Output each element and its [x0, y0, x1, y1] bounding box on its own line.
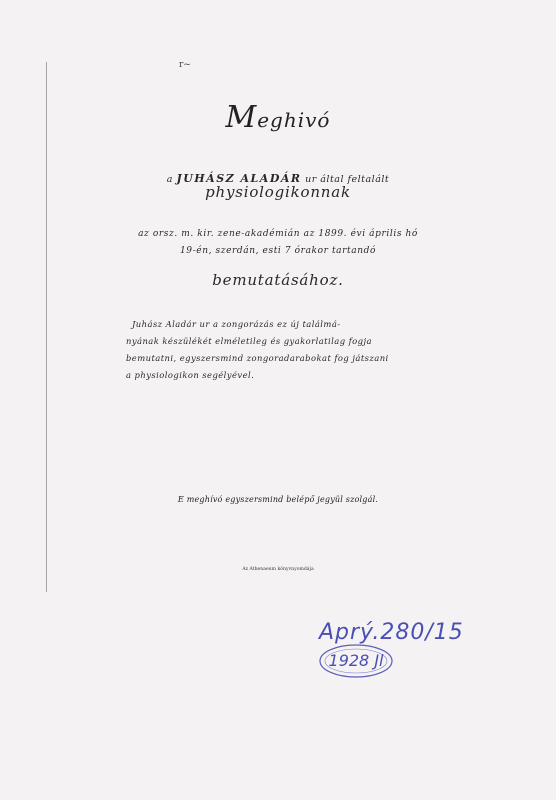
invitation-line-4: 19-én, szerdán, esti 7 órakor tartandó: [179, 246, 377, 256]
presentation-word: bemutatásához.: [212, 271, 344, 289]
stamp-number: 1928 Jl: [328, 651, 384, 670]
line1-suffix: ur által feltalált: [305, 174, 390, 185]
handwritten-reference: Aprý.280/15: [319, 620, 464, 645]
instrument-name: physiologikonnak: [205, 183, 351, 201]
printer-imprint: Az Athenaeum könyvnyomdája: [242, 567, 314, 572]
title-rest: eghivó: [257, 108, 331, 132]
inventor-name: JUHÁSZ ALADÁR: [176, 172, 302, 185]
title-initial: M: [225, 100, 258, 135]
ticket-note: E meghívó egyszersmind belépő jegyül szolgál.: [177, 495, 379, 504]
paragraph-line: bemutatni, egyszersmind zongoradarabokat fog játszani: [126, 353, 389, 363]
title: [0, 100, 556, 135]
paragraph-line: a physiologikon segélyével.: [126, 370, 255, 380]
invitation-line-3: az orsz. m. kir. zene-akadémián az 1899. évi április hó: [138, 229, 418, 239]
line1-prefix: a: [166, 174, 173, 185]
paragraph-line: Juhász Aladár ur a zongorázás ez új találmá-: [132, 319, 341, 329]
page-edge-line: [46, 62, 47, 592]
top-mark: r~: [179, 60, 191, 70]
library-stamp: [318, 643, 394, 679]
description-paragraph: [126, 316, 430, 384]
paragraph-line: nyának készülékét elméletileg és gyakorlatilag fogja: [126, 336, 372, 346]
